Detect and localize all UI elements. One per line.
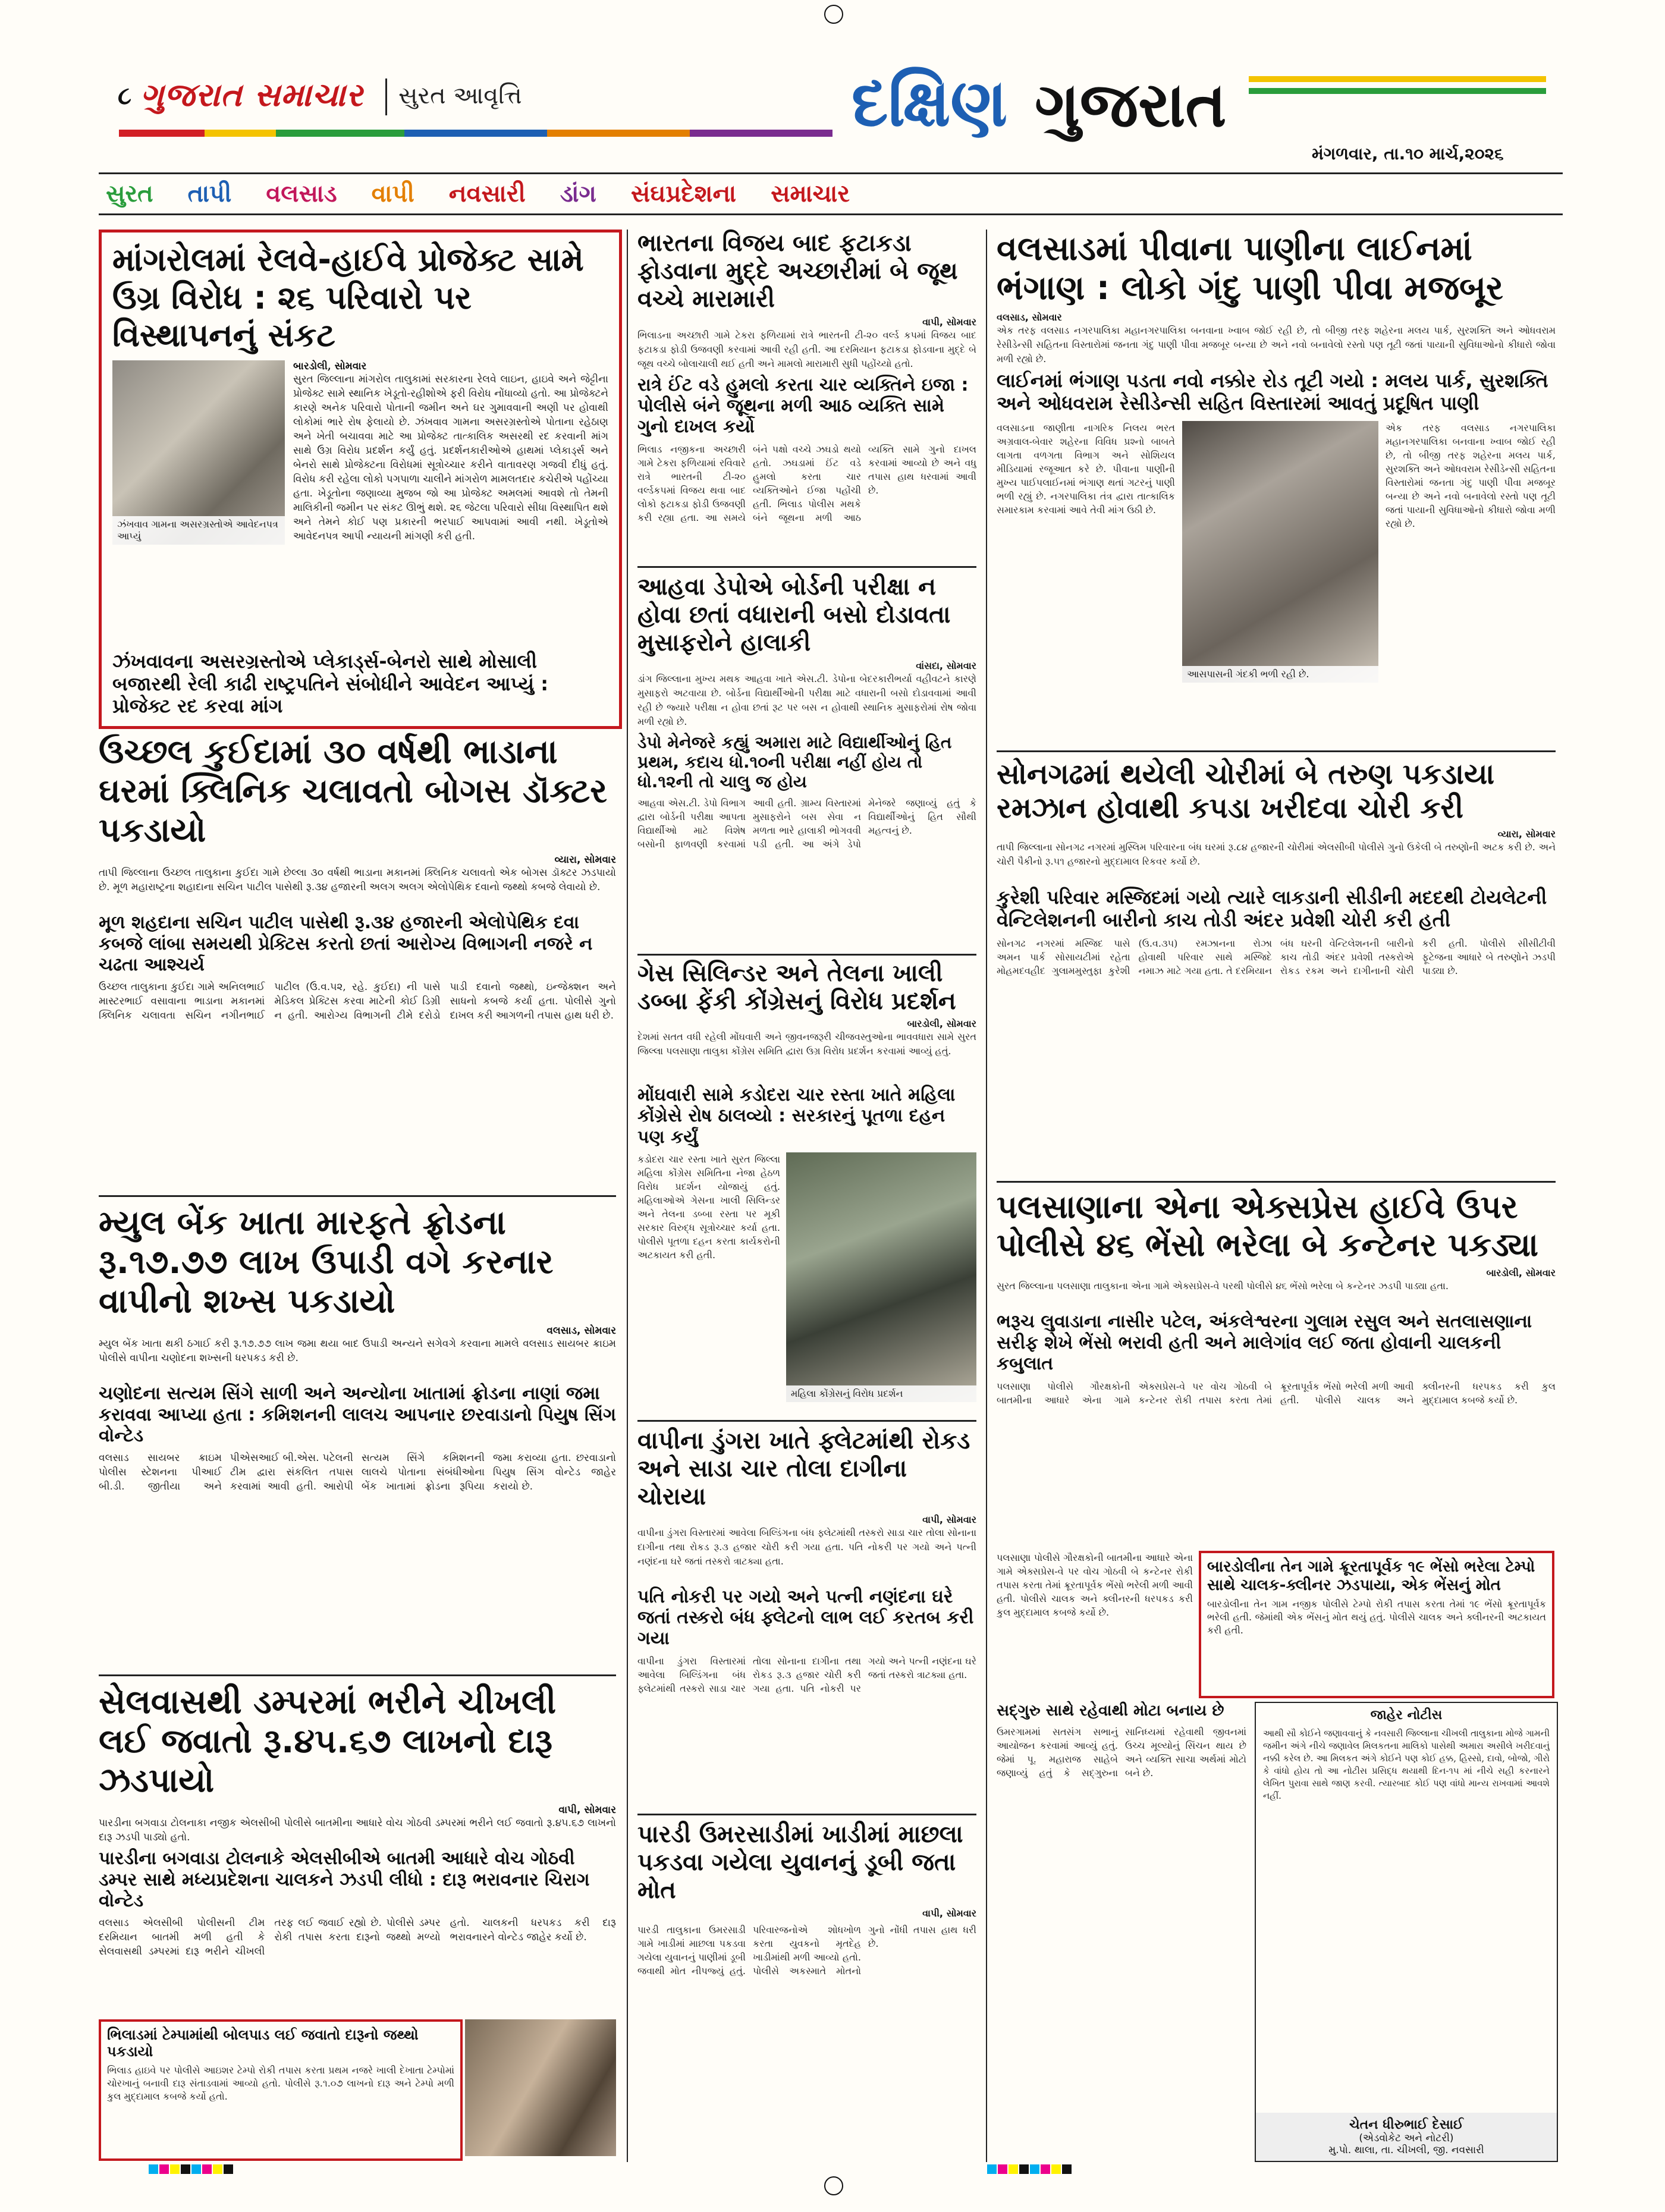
article-sadguru (997, 1702, 1246, 2160)
district-navsari: નવસારી (448, 180, 526, 208)
article-dungra-theft (637, 1427, 976, 1808)
headline: ગેસ સિલિન્ડર અને તેલના ખાલી ડબ્બા ફેંકી કોંગ્રેસનું વિરોધ પ્રદર્શન (637, 960, 956, 1016)
registration-mark-icon (824, 2176, 843, 2195)
divider (637, 566, 976, 568)
notice-body: આથી સૌ કોઈને જણાવવાનું કે નવસારી જિલ્લાના ચીખલી તાલુકાના મોજે ગામની જમીન અંગે નીચે જણાવેલ મિલકતના માલિકો પાસેથી અમારા અસીલે ખરીદવાનું નક્કી કરેલ છે. આ મિલકત અંગે કોઈને પણ કોઈ હક્ક, હિસ્સો, દાવો, બોજો, ગીરો કે વાંધો હોય તો આ નોટીસ પ્રસિદ્ધ થયાથી દિન-૧૫ માં નીચે સહી કરનારને લેખિત પુરાવા સાથે જાણ કરવી. ત્યારબાદ કોઈ પણ વાંધો માન્ય રાખવામાં આવશે નહીં. (1263, 1728, 1550, 1801)
district-tapi: તાપી (187, 180, 232, 208)
public-notice (1255, 1702, 1558, 2162)
dateline: વાંસદા, સોમવાર (916, 659, 976, 671)
subheadline: ચણોદના સત્યમ સિંગે સાળી અને અન્યોના ખાતામાં ફ્રોડના નાણાં જમા કરાવવા આપ્યા હતા : કમિશનની લાલચ આપનાર છરવાડાનો પિયુષ સિંગ વોન્ટેડ (99, 1383, 617, 1447)
divider (997, 750, 1556, 752)
column-divider (627, 230, 628, 2162)
district-nav (99, 172, 1563, 215)
district-dang: ડાંગ (560, 180, 596, 208)
article-body: વલસાડના જાણીતા નાગરિક નિલય ભરત અગ્રવાલ-બેવાર શહેરના વિવિધ પ્રશ્નો બાબતે લાગતા વળગતા વિભાગ અને સોશિયલ મીડિયામાં રજૂઆત કરે છે. પીવાના પાણીની મુખ્ય પાઈપલાઈનમાં ભંગાણ થતાં ગટરનું પાણી ભળી રહ્યું છે. નગરપાલિકા તંત્ર દ્વારા તાત્કાલિક સમારકામ કરવામાં આવે તેવી માંગ ઉઠી છે. (997, 422, 1175, 516)
liquor-photo (465, 2019, 616, 2156)
divider (997, 1181, 1556, 1183)
article-lead: વાપીના ડુંગરા વિસ્તારમાં આવેલા બિલ્ડિંગના બંધ ફ્લેટમાંથી તસ્કરો સાડા ચાર તોલા સોનાના દાગીના તથા રોકડ રૂ.૩ હજાર ચોરી કરી ગયા હતા. પતિ નોકરી પર ગયો અને પત્ની નણંદના ઘરે જતાં તસ્કરો ત્રાટક્યા હતા. (637, 1526, 976, 1567)
notice-address: મુ.પો. થાલા, તા. ચીખલી, જી. નવસારી (1328, 2144, 1484, 2156)
dateline: વાપી, સોમવાર (922, 316, 976, 328)
subheadline: રાત્રે ઈંટ વડે હુમલો કરતા ચાર વ્યક્તિને ઇજા : પોલીસે બંને જૂથના મળી આઠ વ્યક્તિ સામે ગુનો દાખલ કર્યો (637, 374, 969, 438)
divider (637, 1814, 976, 1815)
page-number: ૮ (118, 81, 132, 110)
dateline: વ્યારા, સોમવાર (1497, 828, 1556, 840)
article-mule-bank (99, 1204, 616, 1667)
article-achhari-clash (637, 230, 976, 560)
divider (99, 1674, 616, 1676)
article-body: સોનગઢ નગરમાં મસ્જિદ પાસે અમન પાર્ક સોસાયટીમાં રહેતા મોહમદવહીદ ગુલામમુસ્તુફા કુરેશી (ઉ.વ.૩૫) રમઝાનના રોઝા હોવાથી પરિવાર સાથે મસ્જિદે નમાઝ માટે ગયા હતા. તે દરમિયાન બંધ ઘરની વેન્ટિલેશનની બારીનો કાચ તોડી અંદર પ્રવેશી તસ્કરોએ રોકડ રકમ અને દાગીનાની ચોરી કરી હતી. પોલીસે સીસીટીવી ફૂટેજના આધારે બે તરુણોને ઝડપી પાડ્યા છે. (997, 937, 1556, 976)
district-valsad: વલસાડ (266, 180, 337, 208)
paper-logo: ગુજરાત સમાચાર (140, 76, 363, 114)
headline: ભારતના વિજય બાદ ફટાકડા ફોડવાના મુદ્દે અચ્છારીમાં બે જૂથ વચ્ચે મારામારી (637, 230, 958, 313)
article-body: ભિલાડ નજીકના અચ્છારી ગામે ટેકરા ફળિયામાં રવિવારે રાત્રે ભારતની ટી-૨૦ વર્લ્ડકપમાં વિજય થવા બાદ લોકો ફટાકડા ફોડી ઉજવણી કરી રહ્યા હતા. આ સમયે બંને પક્ષો વચ્ચે ઝઘડો થયો હતો. ઝઘડામાં ઈંટ વડે હુમલો કરતા ચાર વ્યક્તિઓને ઈજા પહોંચી હતી. ભિલાડ પોલીસ મથકે બંને જૂથના મળી આઠ વ્યક્તિ સામે ગુનો દાખલ કરવામાં આવ્યો છે અને વધુ તપાસ હાથ ધરવામાં આવી છે. (637, 443, 976, 523)
district-samachar: સમાચાર (771, 180, 850, 208)
dateline: વલસાડ, સોમવાર (997, 312, 1062, 323)
article-ten-village-buffaloes (1199, 1551, 1554, 1698)
dateline: વાપી, સોમવાર (922, 1907, 976, 1919)
headline: ઉચ્છલ કુઈદામાં ૩૦ વર્ષથી ભાડાના ઘરમાં ક્લિનિક ચલાવતો બોગસ ડૉક્ટર પકડાયો (99, 733, 608, 850)
headline: પલસાણાના એના એક્સપ્રેસ હાઈવે ઉપર પોલીસે ૪૬ ભેંસો ભરેલા બે કન્ટેનર પકડ્યા (997, 1188, 1539, 1264)
dateline: વાપી, સોમવાર (558, 1804, 616, 1817)
article-selvas-liquor (99, 1683, 616, 2016)
headline: વાપીના ડુંગરા ખાતે ફ્લેટમાંથી રોકડ અને સાડા ચાર તોલા દાગીના ચોરાયા (637, 1427, 970, 1511)
dateline: વ્યારા, સોમવાર (554, 854, 616, 866)
headline: પારડી ઉમરસાડીમાં ખાડીમાં માછલા પકડવા ગયેલા યુવાનનું ડૂબી જતા મોત (637, 1821, 963, 1905)
article-lead: તાપી જિલ્લાના ઉચ્છલ તાલુકાના કુઈદા ગામે છેલ્લા ૩૦ વર્ષથી ભાડાના મકાનમાં ક્લિનિક ચલાવતો એક બોગસ ડૉક્ટર ઝડપાયો છે. મૂળ મહારાષ્ટ્રના શહાદાના સચિન પાટીલ પાસેથી રૂ.૩૪ હજારની અલગ અલગ એલોપેથિક દવાનો જથ્થો કબજે લેવાયો છે. (99, 867, 616, 894)
divider (637, 954, 976, 956)
district-vapi: વાપી (371, 180, 414, 208)
article-umarsadi-drowning (637, 1821, 976, 2160)
headline: વલસાડમાં પીવાના પાણીના લાઈનમાં ભંગાણ : લોકો ગંદુ પાણી પીવા મજબૂર (997, 230, 1503, 308)
headline: બારડોલીના તેન ગામે ક્રૂરતાપૂર્વક ૧૯ ભેંસો ભરેલા ટેમ્પો સાથે ચાલક-ક્લીનર ઝડપાયા, એક ભેંસનું મોત (1207, 1558, 1535, 1594)
article-body: બારડોલીના તેન ગામ નજીક પોલીસે ટેમ્પો રોકી તપાસ કરતા તેમાં ૧૯ ભેંસો ક્રૂરતાપૂર્વક ભરેલી હતી. જેમાંથી એક ભેંસનું મોત થયું હતું. પોલીસે ચાલક અને ક્લીનરની અટકાયત કરી હતી. (1207, 1598, 1546, 1636)
column-divider (986, 230, 987, 2162)
dateline: બારડોલી, સોમવાર (293, 360, 367, 373)
photo-caption: ઝંખવાવ ગામના અસરગ્રસ્તોએ આવેદનપત્ર આપ્યું (112, 516, 285, 545)
article-body: આહવા એસ.ટી. ડેપો વિભાગ દ્વારા બોર્ડની પરીક્ષા આપતા વિદ્યાર્થીઓ માટે વિશેષ બસોની ફાળવણી કરવામાં આવી હતી. ગ્રામ્ય વિસ્તારમાં મુસાફરોને બસ સેવા ન મળતા ભારે હાલાકી ભોગવવી પડી હતી. આ અંગે ડેપો મેનેજરે જણાવ્યું હતું કે વિદ્યાર્થીઓનું હિત સૌથી મહત્વનું છે. (637, 797, 976, 850)
article-lead: દેશમાં સતત વધી રહેલી મોંઘવારી અને જીવનજરૂરી ચીજવસ્તુઓના ભાવવધારા સામે સુરત જિલ્લા પલસાણા તાલુકા કોંગ્રેસ સમિતિ દ્વારા ઉગ્ર વિરોધ પ્રદર્શન કરવામાં આવ્યું હતું. (637, 1031, 976, 1057)
article-valsad-water (997, 230, 1556, 744)
headline: આહવા ડેપોએ બોર્ડની પરીક્ષા ન હોવા છતાં વધારાની બસો દોડાવતા મુસાફરોને હાલાકી (637, 573, 951, 657)
subheadline: પારડીના બગવાડા ટોલનાકે એલસીબીએ બાતમી આધારે વોચ ગોઠવી ડમ્પર સાથે મધ્યપ્રદેશના ચાલકને ઝડપી લીધો : દારૂ ભરાવનાર ચિરાગ વોન્ટેડ (99, 1848, 590, 1912)
article-kadodara-protest (637, 1085, 976, 1415)
headline: સદ્ગુરુ સાથે રહેવાથી મોટા બનાય છે (997, 1702, 1224, 1720)
header-divider (385, 78, 387, 115)
dateline: વાપી, સોમવાર (922, 1513, 976, 1525)
article-lead: સુરત જિલ્લાના પલસાણા તાલુકાના એના ગામે એક્સપ્રેસ-વે પરથી પોલીસે ૪૬ ભેંસો ભરેલા બે કન્ટેનર ઝડપી પાડ્યા હતા. (997, 1280, 1449, 1292)
accent-bar (1249, 76, 1546, 82)
subheadline: મૂળ શહદાના સચિન પાટીલ પાસેથી રૂ.૩૪ હજારની એલોપેથિક દવા કબજે લાંબા સમયથી પ્રેક્ટિસ કરતો છતાં આરોગ્ય વિભાગની નજરે ન ચઢતા આશ્ચર્ય (99, 912, 593, 976)
color-strip (119, 130, 832, 137)
section-title-gujarat: ગુજરાત (1035, 68, 1227, 141)
article-body: ઉમરગામમાં સતસંગ સભાનું આયોજન કરવામાં આવ્યું હતું. જેમાં પૂ. મહારાજ સાહેબે જણાવ્યું હતું કે સદ્ગુરુના સાનિધ્યમાં રહેવાથી જીવનમાં ઉચ્ચ મૂલ્યોનું સિંચન થાય છે અને વ્યક્તિ સાચા અર્થમાં મોટો બને છે. (997, 1726, 1246, 1779)
article-body: ઉચ્છલ તાલુકાના કુઈદા ગામે અનિલભાઈ માસ્ટરભાઈ વસાવાના ભાડાના મકાનમાં ક્લિનિક ચલાવતા સચિન નગીનભાઈ પાટીલ (ઉ.વ.૫૨, રહે. કુઈદા) ની પાસે મેડિકલ પ્રેક્ટિસ કરવા માટેની કોઈ ડિગ્રી ન હતી. આરોગ્ય વિભાગની ટીમે દરોડો પાડી દવાનો જથ્થો, ઇન્જેક્શન અને સાધનો કબજે કર્યા હતા. પોલીસે ગુનો દાખલ કરી આગળની તપાસ હાથ ધરી છે. (99, 981, 616, 1022)
article-songadh-theft (997, 758, 1556, 1174)
subheadline: ડેપો મેનેજરે કહ્યું અમારા માટે વિદ્યાર્થીઓનું હિત પ્રથમ, કદાચ ધો.૧૦ની પરીક્ષા નહીં હોય તો ધો.૧૨ની તો ચાલુ જ હોય (637, 732, 952, 791)
notice-designation: (એડવોકેટ અને નોટરી) (1359, 2132, 1454, 2144)
registration-mark-icon (824, 5, 843, 24)
headline: માંગરોલમાં રેલવે-હાઈવે પ્રોજેક્ટ સામે ઉગ્ર વિરોધ : ૨૬ પરિવારો પર વિસ્થાપનનું સંકટ (112, 241, 584, 354)
article-lead: પારડીના બગવાડા ટોલનાકા નજીક એલસીબી પોલીસે બાતમીના આધારે વોચ ગોઠવી ડમ્પરમાં ભરીને લઈ જવાતો રૂ.૪૫.૬૭ લાખનો દારૂ ઝડપી પાડ્યો હતો. (99, 1817, 616, 1844)
article-body-continued: પલસાણા પોલીસે ગૌરક્ષકોની બાતમીના આધારે એના ગામે એક્સપ્રેસ-વે પર વોચ ગોઠવી બે કન્ટેનર રોકી તપાસ કરતા તેમાં ક્રૂરતાપૂર્વક ભેંસો ભરેલી મળી આવી હતી. પોલીસે ચાલક અને ક્લીનરની ધરપકડ કરી કુલ મુદ્દામાલ કબજે કર્યો છે. (997, 1552, 1193, 1618)
article-palsana-buffaloes (997, 1188, 1556, 1545)
color-control-bar (987, 2164, 1073, 2176)
congress-photo (786, 1152, 976, 1402)
article-ahwa-depot (637, 573, 976, 948)
article-lead: ભિલાડના અચ્છારી ગામે ટેકરા ફળિયામાં રાત્રે ભારતની ટી-૨૦ વર્લ્ડ કપમાં વિજય બાદ ફટાકડા ફોડી ઉજવણી કરવામાં આવી રહી હતી. આ દરમિયાન ફટાકડા ફોડવાના મુદ્દે બે જૂથ વચ્ચે બોલાચાલી થઈ હતી અને મામલો મારામારી સુધી પહોંચ્યો હતો. (637, 329, 976, 369)
article-body: વાપીના ડુંગરા વિસ્તારમાં આવેલા બિલ્ડિંગના બંધ ફ્લેટમાંથી તસ્કરો સાડા ચાર તોલા સોનાના દાગીના તથા રોકડ રૂ.૩ હજાર ચોરી કરી ગયા હતા. પતિ નોકરી પર ગયો અને પત્ની નણંદના ઘરે જતાં તસ્કરો ત્રાટક્યા હતા. (637, 1655, 976, 1694)
photo-caption: આસપાસની ગંદકી ભળી રહી છે. (1182, 666, 1378, 683)
article-body-continued: એક તરફ વલસાડ નગરપાલિકા મહાનગરપાલિકા બનવાના ખ્વાબ જોઈ રહી છે, તો બીજી તરફ શહેરના મલય પાર્ક, સુરશક્તિ અને ઓધવરામ રેસીડેન્સી સહિતના વિસ્તારોમાં જનતા ગંદુ પાણી પીવા મજબૂર બન્યા છે અને નવો બનાવેલો રસ્તો પણ તૂટી જતાં પાયાની સુવિધાઓનો કીધારો જોવા મળી રહ્યો છે. (1386, 422, 1556, 529)
divider (637, 1420, 976, 1422)
photo-caption: મહિલા કોંગ્રેસનું વિરોધ પ્રદર્શન (786, 1385, 976, 1402)
article-bogus-doctor (99, 733, 616, 1190)
subheadline: પતિ નોકરી પર ગયો અને પત્ની નણંદના ઘરે જતાં તસ્કરો બંધ ફ્લેટનો લાભ લઈ કરતબ કરી ગયા (637, 1586, 974, 1649)
headline: મોંઘવારી સામે કડોદરા ચાર રસ્તા ખાતે મહિલા કોંગ્રેસે રોષ ઠાલવ્યો : સરકારનું પૂતળા દહન પણ કર્યું (637, 1085, 956, 1148)
date-label: મંગળવાર, તા.૧૦ માર્ચ,૨૦૨૬ (1312, 144, 1504, 164)
district-sanghpradesh: સંઘપ્રદેશના (630, 180, 737, 208)
article-lead: ડાંગ જિલ્લાના મુખ્ય મથક આહવા ખાતે એસ.ટી. ડેપોના બેદરકારીભર્યા વહીવટને કારણે મુસાફરો અટવાયા છે. બોર્ડના વિદ્યાર્થીઓની પરીક્ષા માટે વધારાની બસો દોડાવવામાં આવી રહી છે જ્યારે પરીક્ષા ન હોવા છતાં રૂટ પર બસ ન હોવાથી સ્થાનિક મુસાફરોમાં રોષ જોવા મળી રહ્યો છે. (637, 673, 976, 727)
headline: મ્યુલ બેંક ખાતા મારફતે ફ્રોડના રૂ.૧૭.૭૭ લાખ ઉપાડી વગે કરનાર વાપીનો શખ્સ પકડાયો (99, 1204, 554, 1321)
pipeline-photo (1182, 421, 1378, 683)
article-mangrol (99, 230, 622, 729)
edition-label: સુરત આવૃત્તિ (398, 82, 522, 109)
article-body: સુરત જિલ્લાના માંગરોલ તાલુકામાં સરકારના રેલવે લાઇન, હાઇવે અને જેટ્ટીના પ્રોજેક્ટ સામે સ્થાનિક ખેડૂતો-રહીશોએ ફરી વિરોધ નોંધાવ્યો હતો. આ પ્રોજેક્ટને કારણે અનેક પરિવારો પોતાની જમીન અને ઘર ગુમાવવાની અણી પર હોવાથી લોકોમાં ભારે રોષ ફેલાયો છે. ઝંખવાવ ગામના અસરગ્રસ્તોએ પોતાના રહેઠાણ અને ખેતી બચાવવા માટે આ પ્રોજેક્ટ તાત્કાલિક અસરથી રદ કરવાની માંગ સાથે ઉગ્ર વિરોધ પ્રદર્શન કર્યું હતું. પ્રદર્શનકારીઓએ હાથમાં પ્લેકાર્ડ્સ અને બેનરો સાથે પ્રોજેક્ટના વિરોધમાં સૂત્રોચ્ચાર કરીને વાતાવરણ ગજવી દીધું હતું. વિરોધ કરી રહેલા લોકો પગપાળા ચાલીને માંગરોળ મામલતદાર કચેરીએ પહોંચ્યા હતા. ખેડૂતોના જણાવ્યા મુજબ જો આ પ્રોજેક્ટ અમલમાં આવશે તો તેમની માલિકીની જમીન પર સંકટ ઊભું થશે. ૨૬ જેટલા પરિવારો સીધા વિસ્થાપિત થશે અને તેમને કોઈ પણ પ્રકારની ભરપાઈ આપવામાં આવી નથી. ખેડૂતોએ આવેદનપત્ર આપી ન્યાયની માંગણી કરી હતી. (293, 373, 608, 543)
article-congress-protest (637, 960, 976, 1079)
protest-photo (112, 360, 285, 545)
color-control-bar (149, 2164, 234, 2176)
article-lead: એક તરફ વલસાડ નગરપાલિકા મહાનગરપાલિકા બનવાના ખ્વાબ જોઈ રહી છે, તો બીજી તરફ શહેરના મલય પાર્ક, સુરશક્તિ અને ઓધવરામ રેસીડેન્સી સહિતના વિસ્તારોમાં જનતા ગંદુ પાણી પીવા મજબૂર બન્યા છે અને નવો બનાવેલો રસ્તો પણ તૂટી જતાં પાયાની સુવિધાઓનો કીધારો જોવા મળી રહ્યો છે. (997, 325, 1556, 365)
dateline: વલસાડ, સોમવાર (546, 1325, 616, 1337)
headline: સોનગઢમાં થયેલી ચોરીમાં બે તરુણ પકડાયા રમઝાન હોવાથી કપડા ખરીદવા ચોરી કરી (997, 758, 1495, 825)
accent-bar (1249, 88, 1546, 94)
subheadline: ઝંખવાવના અસરગ્રસ્તોએ પ્લેકાર્ડ્સ-બેનરો સાથે મોસાલી બજારથી રેલી કાઢી રાષ્ટ્રપતિને સંબોધીને આવેદન આપ્યું : પ્રોજેક્ટ રદ કરવા માંગ (112, 649, 549, 718)
district-surat: સુરત (106, 180, 153, 208)
article-lead: મ્યુલ બેંક ખાતા થકી ઠગાઈ કરી રૂ.૧૭.૭૭ લાખ જમા થયા બાદ ઉપાડી અન્યને સગેવગે કરવાના મામલે વલસાડ સાયબર ક્રાઇમ પોલીસે વાપીના ચણોદના શખ્સની ધરપકડ કરી છે. (99, 1338, 616, 1365)
article-lead: તાપી જિલ્લાના સોનગઢ નગરમાં મુસ્લિમ પરિવારના બંધ ઘરમાં રૂ.૮૪ હજારની ચોરીમાં એલસીબી પોલીસે ગુનો ઉકેલી બે તરુણોની અટક કરી છે. અને ચોરી પૈકીનો રૂ.૫૧ હજારનો મુદ્દામાલ રિકવર કર્યો છે. (997, 841, 1556, 868)
article-body: પલસાણા પોલીસે ગૌરક્ષકોની બાતમીના આધારે એના ગામે એક્સપ્રેસ-વે પર વોચ ગોઠવી બે કન્ટેનર રોકી તપાસ કરતા તેમાં ક્રૂરતાપૂર્વક ભેંસો ભરેલી મળી આવી હતી. પોલીસે ચાલક અને ક્લીનરની ધરપકડ કરી કુલ મુદ્દામાલ કબજે કર્યો છે. (997, 1380, 1556, 1406)
subheadline: ભરૂચ લુવાડાના નાસીર પટેલ, અંકલેશ્વરના ગુલામ રસુલ અને સતલાસણાના સરીફ શેખે ભેંસો ભરાવી હતી અને માલેગાંવ લઈ જતા હોવાની ચાલકની કબુલાત (997, 1311, 1532, 1375)
article-bhilad-tempo (99, 2019, 463, 2161)
section-title-dakshin: દક્ષિણ (852, 65, 1008, 141)
subheadline: લાઈનમાં ભંગાણ પડતા નવો નક્કોર રોડ તૂટી ગયો : મલય પાર્ક, સુરશક્તિ અને ઓધવરામ રેસીડેન્સી સહિત વિસ્તારમાં આવતું પ્રદૂષિત પાણી (997, 369, 1548, 414)
article-body: વલસાડ એલસીબી પોલીસની ટીમ દરમિયાન બાતમી મળી હતી કે સેલવાસથી ડમ્પરમાં દારૂ ભરીને ચીખલી તરફ લઈ જવાઈ રહ્યો છે. પોલીસે ડમ્પર રોકી તપાસ કરતા દારૂનો જથ્થો મળ્યો હતો. ચાલકની ધરપકડ કરી દારૂ ભરાવનારને વોન્ટેડ જાહેર કર્યો છે. (99, 1917, 616, 1958)
article-body: ભિલાડ હાઇવે પર પોલીસે આઇશર ટેમ્પો રોકી તપાસ કરતા પ્રથમ નજરે ખાલી દેખાતા ટેમ્પોમાં ચોરખાનું બનાવી દારૂ સંતાડવામાં આવ્યો હતો. પોલીસે રૂ.૧.૦૭ લાખનો દારૂ અને ટેમ્પો મળી કુલ મુદ્દામાલ કબજે કર્યો હતો. (107, 2064, 454, 2102)
dateline: બારડોલી, સોમવાર (907, 1018, 976, 1030)
notice-signature: ચેતન ધીરુભાઈ દેસાઈ (1349, 2117, 1463, 2132)
article-body: કડોદરા ચાર રસ્તા ખાતે સુરત જિલ્લા મહિલા કોંગ્રેસ સમિતિના નેજા હેઠળ વિરોધ પ્રદર્શન યોજાયું હતું. મહિલાઓએ ગેસના ખાલી સિલિન્ડર અને તેલના ડબ્બા રસ્તા પર મૂકી સરકાર વિરુદ્ધ સૂત્રોચ્ચાર કર્યા હતા. પોલીસે પૂતળા દહન કરતા કાર્યકરોની અટકાયત કરી હતી. (637, 1154, 780, 1261)
dateline: બારડોલી, સોમવાર (1486, 1267, 1556, 1279)
headline: ભિલાડમાં ટેમ્પામાંથી બોલપાડ લઈ જવાતો દારૂનો જથ્થો પકડાયો (107, 2026, 419, 2060)
article-body: વલસાડ સાયબર ક્રાઇમ પોલીસ સ્ટેશનના પીઆઈ બી.ડી. જીતીયા અને પીએસઆઈ બી.એસ. પટેલની ટીમ દ્વારા સંકલિત તપાસ કરવામાં આવી હતી. આરોપી સત્યમ સિંગે કમિશનની લાલચે પોતાના સંબંધીઓના બેંક ખાતામાં ફ્રોડના રૂપિયા જમા કરાવ્યા હતા. છરવાડાનો પિયુષ સિંગ વોન્ટેડ જાહેર કરાયો છે. (99, 1452, 616, 1493)
divider (99, 1195, 616, 1197)
article-body: પારડી તાલુકાના ઉમરસાડી ગામે ખાડીમાં માછલા પકડવા ગયેલા યુવાનનું પાણીમાં ડૂબી જવાથી મોત નીપજ્યું હતું. પરિવારજનોએ શોધખોળ કરતા યુવકનો મૃતદેહ ખાડીમાંથી મળી આવ્યો હતો. પોલીસે અકસ્માતે મોતનો ગુનો નોંધી તપાસ હાથ ધરી છે. (637, 1924, 976, 1977)
subheadline: કુરેશી પરિવાર મસ્જિદમાં ગયો ત્યારે લાકડાની સીડીની મદદથી ટોયલેટની વેન્ટિલેશનની બારીનો કાચ તોડી અંદર પ્રવેશી ચોરી કરી હતી (997, 886, 1547, 931)
notice-title: જાહેર નોટીસ (1370, 1708, 1443, 1723)
headline: સેલવાસથી ડમ્પરમાં ભરીને ચીખલી લઈ જવાતો રૂ.૪૫.૬૭ લાખનો દારૂ ઝડપાયો (99, 1683, 557, 1801)
